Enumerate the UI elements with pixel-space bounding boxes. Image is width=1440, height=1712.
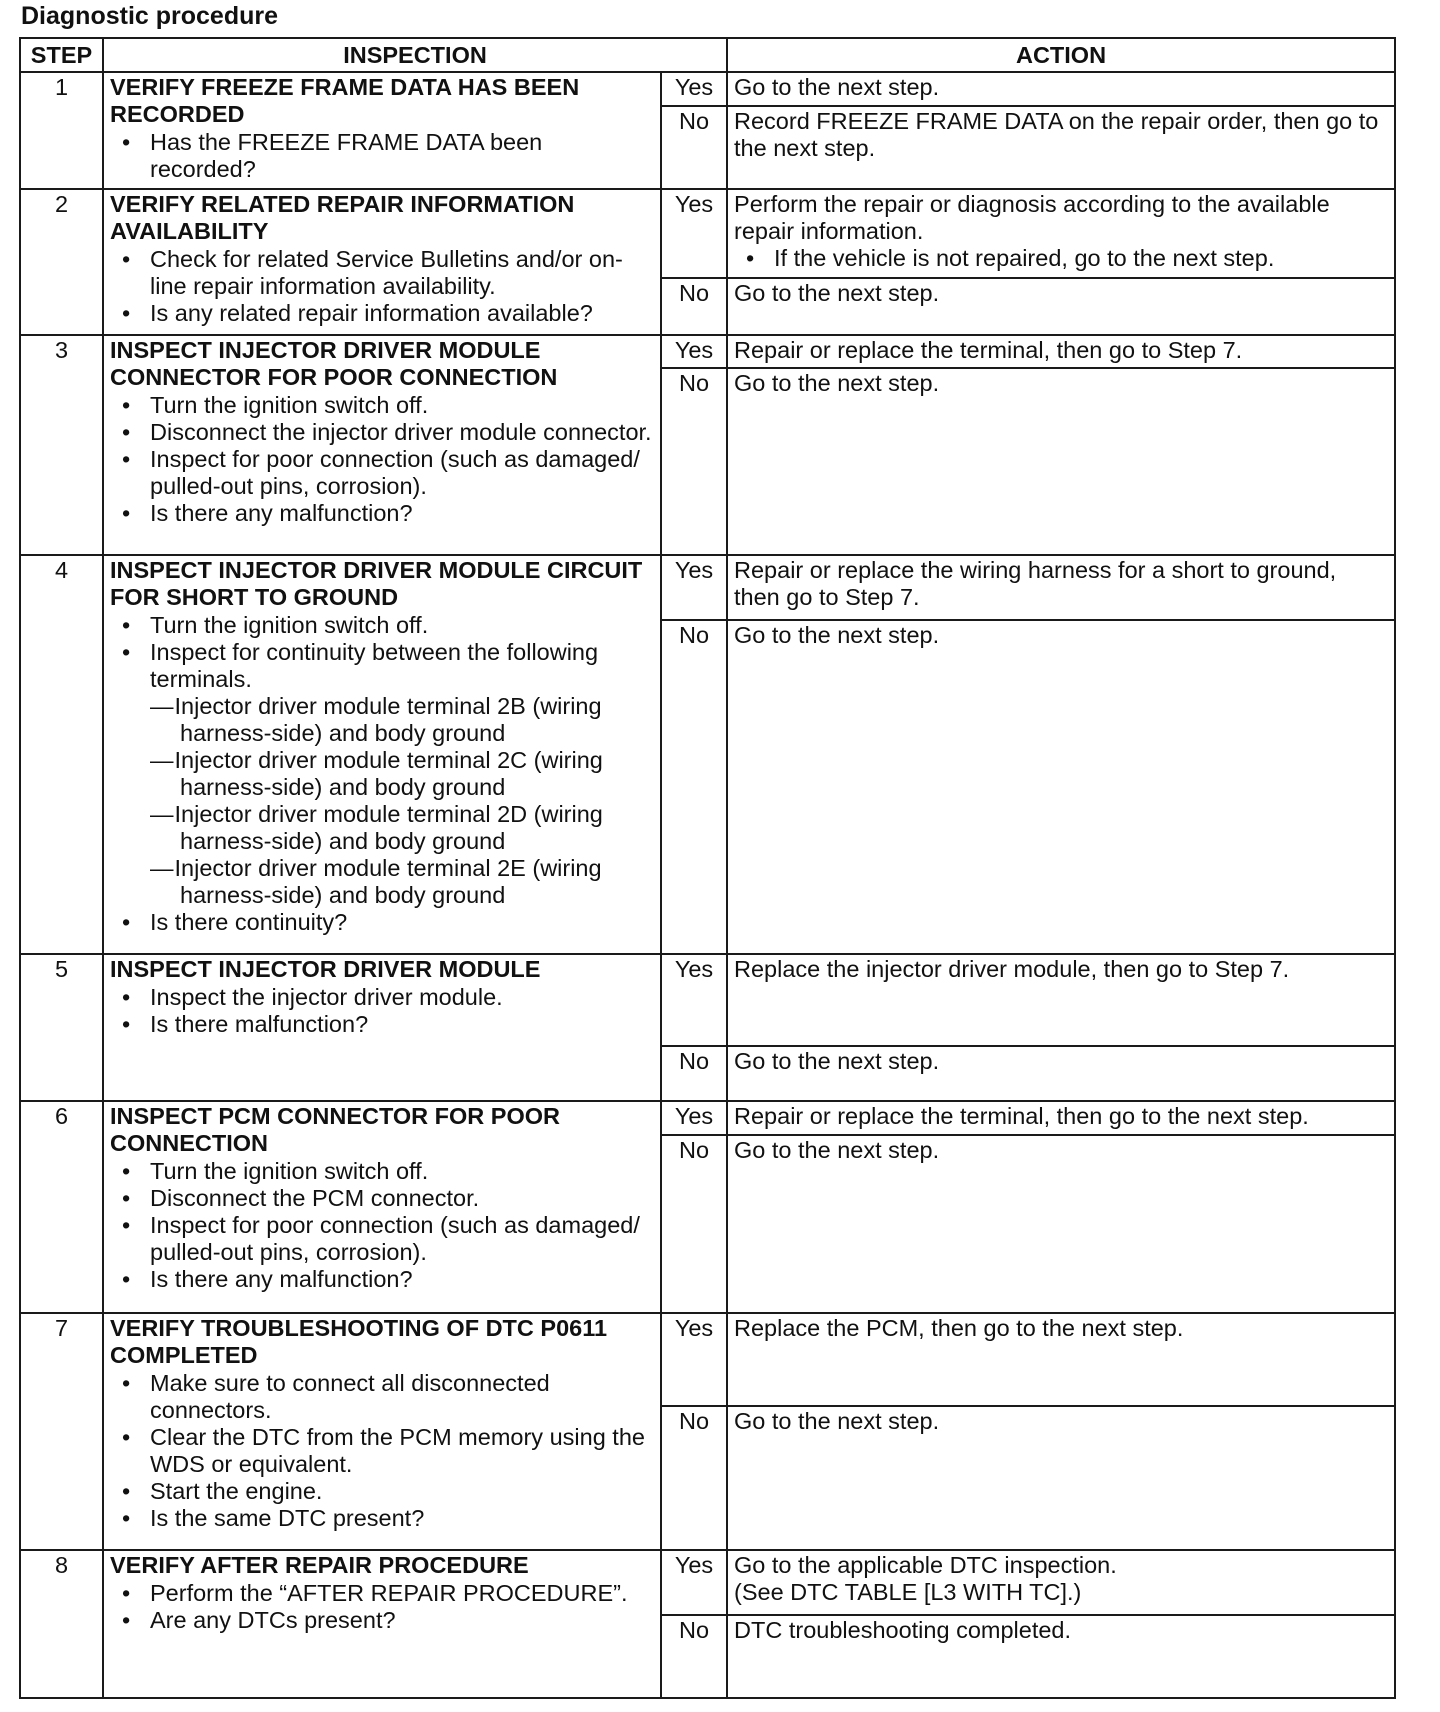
no-action: DTC troubleshooting completed. xyxy=(727,1615,1395,1698)
inspection-item: • Make sure to connect all disconnected connectors. xyxy=(110,1370,654,1424)
inspection-item: • Are any DTCs present? xyxy=(110,1607,654,1634)
no-label: No xyxy=(661,278,727,335)
step-2-yes-row xyxy=(20,189,1395,278)
no-label: No xyxy=(661,106,727,190)
step-inspection xyxy=(103,555,661,953)
no-label: No xyxy=(661,1135,727,1313)
step-heading: INSPECT PCM CONNECTOR FOR POOR CONNECTION xyxy=(110,1103,561,1157)
no-action: Go to the next step. xyxy=(727,1406,1395,1551)
inspection-item: • Start the engine. xyxy=(110,1478,654,1505)
terminal-list xyxy=(110,693,654,909)
yes-action: Go to the next step. xyxy=(727,72,1395,106)
step-inspection xyxy=(103,335,661,555)
step-inspection xyxy=(103,1101,661,1313)
step-inspection xyxy=(103,1313,661,1550)
inspection-item: • Inspect the injector driver module. xyxy=(110,984,654,1011)
step-number: 3 xyxy=(20,335,103,555)
yes-label: Yes xyxy=(661,1550,727,1614)
yes-label: Yes xyxy=(661,555,727,619)
step-inspection xyxy=(103,189,661,335)
yes-action-text: Perform the repair or diagnosis according to the available repair information. xyxy=(734,191,1330,245)
inspection-item: • Is any related repair information available? xyxy=(110,300,654,327)
step-7-yes-row xyxy=(20,1313,1395,1406)
step-number: 1 xyxy=(20,72,103,189)
yes-action: Replace the PCM, then go to the next step. xyxy=(727,1313,1395,1406)
header-action: ACTION xyxy=(727,38,1395,72)
step-number: 5 xyxy=(20,954,103,1102)
step-inspection xyxy=(103,1550,661,1698)
no-action: Go to the next step. xyxy=(727,1046,1395,1101)
no-label: No xyxy=(661,368,727,555)
step-6-yes-row xyxy=(20,1101,1395,1135)
step-heading: VERIFY FREEZE FRAME DATA HAS BEEN RECORDED xyxy=(110,74,580,127)
terminal-item: — Injector driver module terminal 2E (wiring harness-side) and body ground xyxy=(110,855,654,909)
no-label: No xyxy=(661,1406,727,1551)
inspection-item: • Is there continuity? xyxy=(110,909,654,936)
yes-action xyxy=(727,189,1395,278)
step-number: 6 xyxy=(20,1101,103,1313)
terminal-item: — Injector driver module terminal 2C (wiring harness-side) and body ground xyxy=(110,747,654,801)
step-inspection xyxy=(103,954,661,1102)
inspection-list xyxy=(110,246,654,327)
inspection-list xyxy=(110,612,654,693)
inspection-list xyxy=(110,1580,654,1634)
yes-action: Repair or replace the terminal, then go to Step 7. xyxy=(727,335,1395,368)
header-step: STEP xyxy=(20,38,103,72)
diagnostic-table xyxy=(19,37,1396,1699)
step-number: 8 xyxy=(20,1550,103,1698)
yes-action: Repair or replace the wiring harness for a short to ground, then go to Step 7. xyxy=(727,555,1395,619)
terminal-item: — Injector driver module terminal 2D (wiring harness-side) and body ground xyxy=(110,801,654,855)
inspection-list xyxy=(110,984,654,1038)
inspection-item: • Has the FREEZE FRAME DATA been recorded? xyxy=(110,129,654,183)
step-heading: VERIFY TROUBLESHOOTING OF DTC P0611 COMPLETED xyxy=(110,1315,608,1369)
no-action: Go to the next step. xyxy=(727,278,1395,335)
inspection-list xyxy=(110,1158,654,1293)
yes-label: Yes xyxy=(661,335,727,368)
inspection-item: • Turn the ignition switch off. xyxy=(110,392,654,419)
inspection-item: • Check for related Service Bulletins and/or on-line repair information availability. xyxy=(110,246,654,300)
inspection-list xyxy=(110,1370,654,1532)
yes-label: Yes xyxy=(661,72,727,106)
inspection-item: • Disconnect the PCM connector. xyxy=(110,1185,654,1212)
step-4-yes-row xyxy=(20,555,1395,619)
step-inspection xyxy=(103,72,661,189)
yes-action-bullet: • If the vehicle is not repaired, go to the next step. xyxy=(734,245,1388,272)
step-1-yes-row xyxy=(20,72,1395,106)
no-action: Go to the next step. xyxy=(727,368,1395,555)
inspection-item: • Inspect for poor connection (such as damaged/ pulled-out pins, corrosion). xyxy=(110,1212,654,1266)
no-action: Record FREEZE FRAME DATA on the repair order, then go to the next step. xyxy=(727,106,1395,190)
step-heading: VERIFY AFTER REPAIR PROCEDURE xyxy=(110,1552,529,1579)
step-number: 4 xyxy=(20,555,103,953)
inspection-item: • Is there any malfunction? xyxy=(110,500,654,527)
terminal-item: — Injector driver module terminal 2B (wiring harness-side) and body ground xyxy=(110,693,654,747)
yes-label: Yes xyxy=(661,954,727,1047)
step-heading: VERIFY RELATED REPAIR INFORMATION AVAILABILITY xyxy=(110,191,575,245)
inspection-list xyxy=(110,392,654,527)
inspection-item-text: Inspect for continuity between the following terminals. xyxy=(150,639,599,693)
step-number: 2 xyxy=(20,189,103,335)
yes-action: Replace the injector driver module, then go to Step 7. xyxy=(727,954,1395,1047)
inspection-item xyxy=(110,639,654,693)
inspection-item: • Perform the “AFTER REPAIR PROCEDURE”. xyxy=(110,1580,654,1607)
yes-action-text: Go to the applicable DTC inspection. xyxy=(734,1552,1117,1579)
yes-label: Yes xyxy=(661,1313,727,1406)
step-5-yes-row xyxy=(20,954,1395,1047)
table-header-row xyxy=(20,38,1395,72)
yes-action xyxy=(727,1550,1395,1614)
yes-action-reference: (See DTC TABLE [L3 WITH TC].) xyxy=(734,1579,1082,1606)
inspection-item: • Turn the ignition switch off. xyxy=(110,612,654,639)
step-heading: INSPECT INJECTOR DRIVER MODULE xyxy=(110,955,541,982)
inspection-item: • Turn the ignition switch off. xyxy=(110,1158,654,1185)
inspection-list xyxy=(110,129,654,183)
inspection-item: • Clear the DTC from the PCM memory using the WDS or equivalent. xyxy=(110,1424,654,1478)
step-3-yes-row xyxy=(20,335,1395,368)
no-label: No xyxy=(661,620,727,954)
step-8-yes-row xyxy=(20,1550,1395,1614)
step-heading: INSPECT INJECTOR DRIVER MODULE CONNECTOR FOR POOR CONNECTION xyxy=(110,336,558,390)
step-number: 7 xyxy=(20,1313,103,1550)
no-action: Go to the next step. xyxy=(727,620,1395,954)
inspection-item: • Is the same DTC present? xyxy=(110,1505,654,1532)
page-title: Diagnostic procedure xyxy=(21,2,278,30)
yes-action: Repair or replace the terminal, then go to the next step. xyxy=(727,1101,1395,1135)
inspection-item: • Disconnect the injector driver module connector. xyxy=(110,419,654,446)
step-heading: INSPECT INJECTOR DRIVER MODULE CIRCUIT FOR SHORT TO GROUND xyxy=(110,557,643,611)
inspection-item: • Is there any malfunction? xyxy=(110,1266,654,1293)
inspection-list xyxy=(110,909,654,936)
no-label: No xyxy=(661,1046,727,1101)
inspection-item: • Inspect for poor connection (such as damaged/ pulled-out pins, corrosion). xyxy=(110,446,654,500)
no-label: No xyxy=(661,1615,727,1698)
header-inspection: INSPECTION xyxy=(103,38,727,72)
no-action: Go to the next step. xyxy=(727,1135,1395,1313)
yes-label: Yes xyxy=(661,189,727,278)
inspection-item: • Is there malfunction? xyxy=(110,1011,654,1038)
yes-label: Yes xyxy=(661,1101,727,1135)
